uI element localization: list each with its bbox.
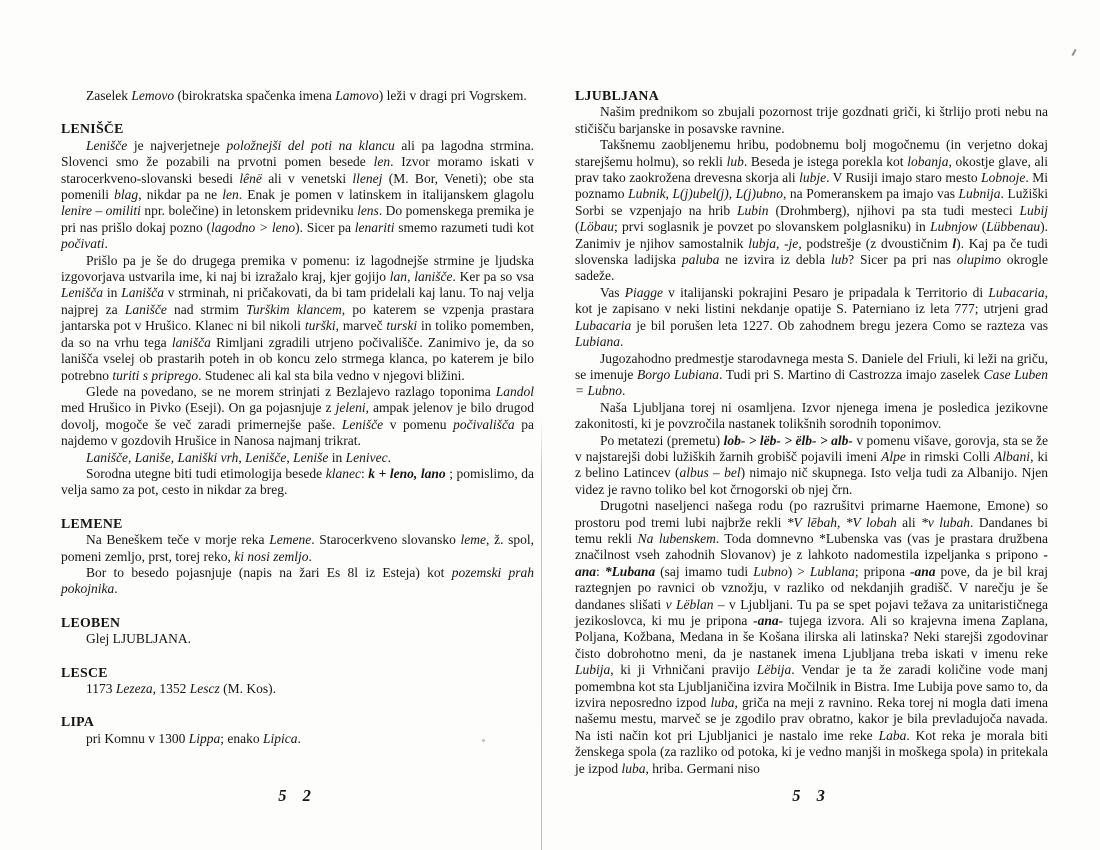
entry-headword: LIPA (61, 714, 95, 730)
entry-headword: LESCE (61, 664, 108, 680)
entry-paragraph: Jugozahodno predmestje starodavnega mesta S. Daniele del Friuli, ki leži na griču, se imenuje Borgo Lubiana. Tudi pri S. Martino di Castrozza imajo zaselek Case Luben = Lubno. (575, 350, 1048, 399)
entry-paragraph: Lenišče je najverjetneje položnejši del poti na klancu ali pa lagodna strmina. Slovenci smo že pozabili na prvotni pomen besede len. Izvor moramo iskati v starocerkveno-slovanski besedi lênë ali v venetski llenej (M. Bor, Veneti); obe sta pomenili blag, nikdar pa ne len. Enak je pomen v latinskem in italijanskem glagolu lenire – omiliti npr. bolečine) in letonskem pridevniku lens. Do pomenskega premika je pri nas prišlo dokaj pozno (lagodno > leno). Sicer pa lenariti smemo razumeti tudi kot počivati. (61, 137, 535, 252)
entry-paragraph: 1173 Lezeza, 1352 Lescz (M. Kos). (86, 681, 276, 696)
page-right (575, 88, 1048, 828)
page-left (61, 88, 534, 828)
entry-paragraph: Po metatezi (premetu) lob- > lëb- > ëlb- > alb- v pomenu višave, gorovja, sta se že v najstarejši dobi lužiških žarnih grobišč pojavili imeni Alpe in rimski Colli Albani, ki z belino Latincev (albus – bel) nimajo nič skupnega. Isto velja tudi za Albanijo. Njen videz je ravno toliko bel kot črnogorski ob njej črn. (575, 432, 1048, 497)
binding-gutter-line (541, 418, 542, 850)
entry-paragraph: Vas Piagge v italijanski pokrajini Pesaro je pripadala k Territorio di Lubacaria, kot je zapisano v neki listini nekdanje opatije S. Paterniano iz leta 777; utrjeni grad Lubacaria je bil porušen leta 1227. Ob zahodnem bregu jezera Como se razteza vas Lubiana. (575, 284, 1048, 350)
entry-paragraph: Naša Ljubljana torej ni osamljena. Izvor njenega imena je posledica jezikovne zakonitosti, ki je povzročila nastanek tolikšnih sorodnih toponimov. (575, 399, 1048, 432)
entry-paragraph: Glej LJUBLJANA. (86, 631, 191, 647)
page-number-right: 5 3 (792, 786, 831, 805)
entry-paragraph: Drugotni naseljenci našega rodu (po razrušitvi primarne Haemone, Emone) so prostoru pod tremi lubi najbrže rekli *V lēbah, *V lobah ali *v lubah. Dandanes bi temu rekli Na lubenskem. Toda domnevno *Lubenska vas (vas je prastara družbena značilnost vseh zahodnih Slovanov) je z lahkoto nadomestila izpeljanka s pripono -ana: *Lubana (saj imamo tudi Lubno) > Lublana; pripona -ana pove, da je bil kraj raztegnjen po ravnici ob vznožju, v razliko od nekdanjih gradišč. V narečju je še dandanes slišati v Lëblan – v Ljubljani. Tu pa se spet pojavi težava za unitarističnega jezikoslovca, ki mu je pripona -ana- tujega izvora. Ali so krajevna imena Zaplana, Poljana, Kožbana, Medana in še Košana ilirska ali latinska? Neki starejši zgodovinar čisto dobrohotno meni, da je nastanek imena Ljubljana treba iskati v imenu reke Lubija, ki ji Vrhničani pravijo Lëbija. Vendar je ta že zaradi količine vode manj pomembna kot sta Ljubljaničina izvira Močilnik in Bistra. Ime Lubija pove samo to, da izvira neposredno izpod luba, griča na meji z ravnino. Reka torej ni mogla dati imena našemu mestu, marveč se je zgodilo prav obratno, kakor je bila prevladujoča navada. Na isti način kot pri Ljubljanici je nastalo ime reke Laba. Kot reka je morala biti ženskega spola (za razliko od potoka, ki je vedno manjši in moškega spola) in pritekala je izpod luba, hriba. Germani niso (575, 498, 1049, 776)
entry-paragraph: Takšnemu zaobljenemu hribu, podobnemu bolj mogočnemu (in verjetno dokaj starejšemu holmu), so rekli lub. Beseda je istega porekla kot lobanja, okostje glave, ali prav tako zaokrožena drevesna skorja ali lubje. V Rusiji imajo staro mesto Lobnoje. Mi poznamo Lubnik, L(j)ubel(j), L(j)ubno, na Pomeranskem pa imajo vas Lubnija. Lužiški Sorbi se vzpenjajo na hrib Lubin (Drohmberg), njihovi pa sta tudi mesteci Lubij (Löbau; prvi soglasnik je povzet po slovanskem polglasniku) in Lubnjow (Lübbenau). Zanimiv je njihov samostalnik lubja, -je, podstrešje (z dvoustičnim l). Kaj pa če tudi slovenska ladijska paluba ne izvira iz debla lub? Sicer pa pri nas olupimo okrogle sadeže. (575, 137, 1049, 284)
entry-paragraph: Na Beneškem teče v morje reka Lemene. Starocerkveno slovansko leme, ž. spol, pomeni zemljo, prst, torej reko, ki nosi zemljo. (61, 532, 534, 564)
entry-paragraph: Lanišče, Laniše, Laniški vrh, Lenišče, Leniše in Lenivec. (86, 449, 392, 465)
entry-paragraph: Prišlo pa je še do drugega premika v pomenu: iz lagodnejše strmine je ljudska izgovorjava ustvarila ime, ki naj bi izražalo kraj, kjer gojijo lan, lanišče. Ker pa so vsa Lenišča in Lanišča v strminah, ni pričakovati, da bi tam pridelali kaj lanu. To naj velja najprej za Lanišče nad strmim Turškim klancem, po katerem se vzpenja prastara jantarska pot v Hrušico. Klanec ni bil nikoli turški, marveč turski in toliko pomemben, da so na vrhu tega lanišča Rimljani zgradili utrjeno počivališče. Zanimivo je, da so lanišča vselej ob prastarih poteh in ob koncu zelo strmega klanca, po katerem je bilo potrebno turiti s priprego. Studenec ali kal sta bila vedno v njegovi bližini. (61, 252, 534, 383)
entry-paragraph: pri Komnu v 1300 Lippa; enako Lipica. (86, 730, 301, 746)
scan-speck-top-right (1071, 49, 1076, 56)
scan-speck-left-page (482, 739, 485, 742)
entry-headword: LENIŠČE (61, 121, 124, 137)
entry-headword: LJUBLJANA (575, 88, 659, 103)
entry-paragraph: Sorodna utegne biti tudi etimologija besede klanec: k + leno, lano ; pomislimo, da velja samo za pot, cesto in nikdar za breg. (61, 465, 535, 498)
page-left-entries (61, 88, 534, 747)
entry-headword: LEOBEN (61, 614, 121, 630)
page-right-entries (575, 88, 1048, 777)
entry-paragraph: Zaselek Lemovo (birokratska spačenka imena Lamovo) leži v dragi pri Vogrskem. (86, 88, 527, 103)
page-number-left: 5 2 (278, 786, 317, 805)
entry-headword: LEMENE (61, 515, 123, 531)
entry-paragraph: Glede na povedano, se ne morem strinjati z Bezlajevo razlago toponima Landol med Hrušico in Pivko (Eseji). On ga pojasnjuje z jeleni, ampak jelenov je bilo drugod dovolj, mogoče še več zaradi primernejše paše. Lenišče v pomenu počivališča pa najdemo v gozdovih Hrušice in Nanosa najmanj trikrat. (61, 383, 534, 449)
entry-paragraph: Našim prednikom so zbujali pozornost trije gozdnati griči, ki štrlijo proti nebu na stičišču barjanske in posavske ravnine. (575, 104, 1048, 136)
entry-paragraph: Bor to besedo pojasnjuje (napis na žari Es 8l iz Esteja) kot pozemski prah pokojnika. (61, 564, 534, 597)
